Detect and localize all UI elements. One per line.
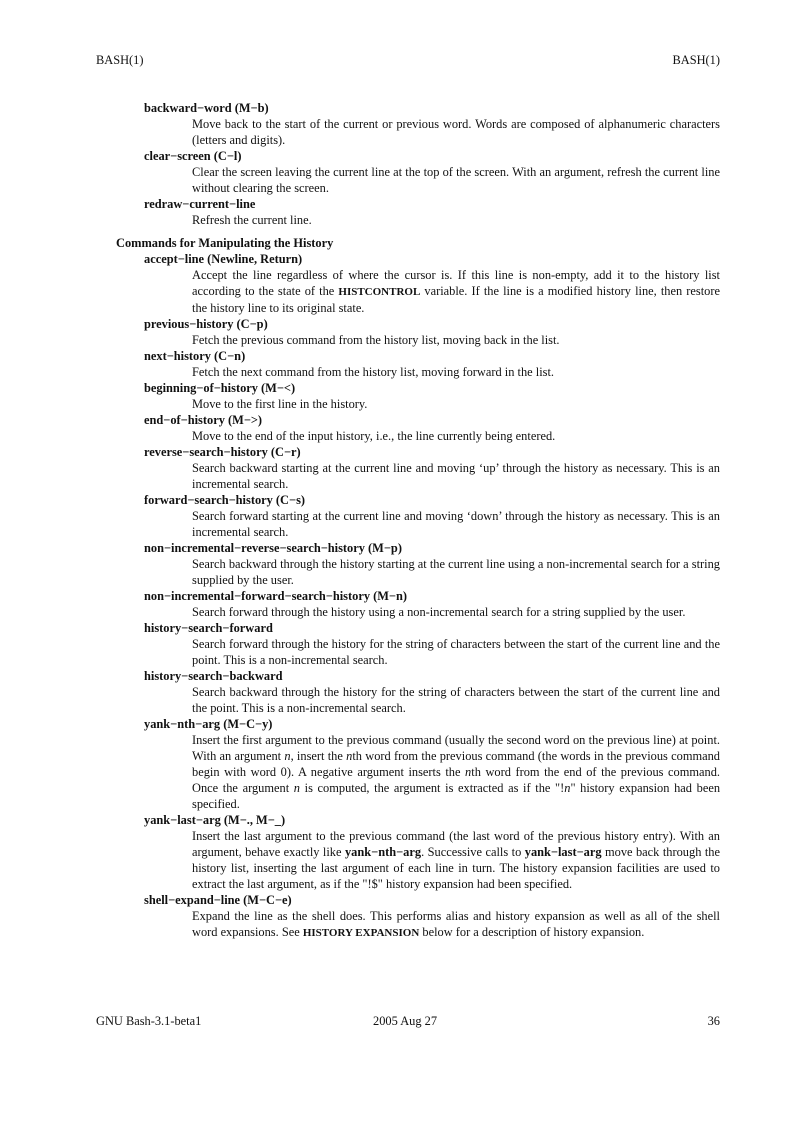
entry-desc	[192, 732, 720, 812]
text-span: move back through the history list, inserting the last argument of each line in turn. The history expansion facilities are used to extract the last argument, as if the "!$" history expansion had been specified.	[192, 845, 720, 891]
entry-beginning-of-history	[96, 380, 720, 412]
italic-n: n	[465, 765, 472, 779]
entry-desc: Move to the end of the input history, i.e., the line currently being entered.	[192, 429, 556, 443]
footer-right: 36	[707, 1014, 720, 1028]
entry-term: backward−word (M−b)	[144, 101, 269, 115]
entry-desc	[192, 267, 720, 316]
text-span: is computed, the argument is extracted as if the "!	[299, 781, 565, 795]
text-span: variable. If the line is a modified history line, then restore the history line to its original state.	[192, 284, 721, 315]
entry-term: non−incremental−forward−search−history (M−n)	[144, 589, 408, 603]
entry-desc: Refresh the current line.	[192, 213, 312, 227]
entry-term: shell−expand−line (M−C−e)	[144, 893, 292, 907]
entry-non-incremental-reverse-search-history	[96, 540, 720, 588]
entry-desc: Search forward starting at the current line and moving ‘down’ through the history as necessary. This is an incremental search.	[192, 509, 720, 539]
footer-center: 2005 Aug 27	[373, 1014, 438, 1028]
entry-desc: Search backward through the history for the string of characters between the start of the current line and the point. This is a non-incremental search.	[192, 685, 720, 715]
entry-shell-expand-line	[96, 892, 720, 941]
entry-next-history	[96, 348, 720, 380]
text-span: " history expansion had been specified.	[192, 781, 721, 811]
entry-history-search-forward	[96, 620, 720, 668]
italic-n: n	[293, 781, 300, 795]
entry-desc: Clear the screen leaving the current line at the top of the screen. With an argument, refresh the current line without clearing the screen.	[192, 165, 720, 195]
entry-term: clear−screen (C−l)	[144, 149, 242, 163]
entry-term: reverse−search−history (C−r)	[144, 445, 301, 459]
entry-desc: Search forward through the history for the string of characters between the start of the current line and the point. This is a non-incremental search.	[192, 637, 720, 667]
entry-clear-screen	[96, 148, 720, 196]
entry-history-search-backward	[96, 668, 720, 716]
italic-n: n	[564, 781, 571, 795]
entry-desc: Fetch the previous command from the history list, moving back in the list.	[192, 333, 560, 347]
entry-term: previous−history (C−p)	[144, 317, 268, 331]
entry-non-incremental-forward-search-history	[96, 588, 720, 620]
entry-term: yank−nth−arg (M−C−y)	[144, 717, 273, 731]
italic-n: n	[346, 749, 353, 763]
entry-desc	[192, 828, 720, 892]
entry-previous-history	[96, 316, 720, 348]
entry-desc: Fetch the next command from the history list, moving forward in the list.	[192, 365, 555, 379]
text-span: , insert the	[290, 749, 347, 763]
text-span: below for a description of history expansion.	[419, 925, 645, 939]
entry-term: redraw−current−line	[144, 197, 256, 211]
entry-desc: Search forward through the history using a non-incremental search for a string supplied by the user.	[192, 605, 686, 619]
entry-yank-last-arg	[96, 812, 720, 892]
entry-term: yank−last−arg (M−., M−_)	[144, 813, 286, 827]
entry-term: accept−line (Newline, Return)	[144, 252, 303, 266]
entry-desc: Search backward starting at the current line and moving ‘up’ through the history as necessary. This is an incremental search.	[192, 461, 720, 491]
page-body	[96, 100, 720, 941]
bold-command: yank−nth−arg	[344, 845, 422, 859]
entry-term: history−search−backward	[144, 669, 283, 683]
entry-forward-search-history	[96, 492, 720, 540]
bold-command: yank−last−arg	[524, 845, 602, 859]
text-span: th word from the end of the previous command. Once the argument	[192, 765, 720, 795]
entry-term: end−of−history (M−>)	[144, 413, 263, 427]
entry-end-of-history	[96, 412, 720, 444]
entry-redraw-current-line	[96, 196, 720, 228]
text-span: th word from the previous command (the words in the previous command begin with word 0). A negative argument inserts the	[192, 749, 721, 779]
text-span: Accept the line regardless of where the cursor is. If this line is non-empty, add it to the history list according to the state of the	[192, 268, 720, 298]
entry-accept-line	[96, 251, 720, 316]
text-span: Insert the first argument to the previous command (usually the second word on the previous line) at point. With an argument	[192, 733, 720, 763]
italic-n: n	[284, 749, 291, 763]
entry-term: beginning−of−history (M−<)	[144, 381, 296, 395]
variable-name: HISTCONTROL	[338, 286, 421, 298]
entry-desc: Search backward through the history starting at the current line using a non-incremental search for a string supplied by the user.	[192, 557, 720, 587]
footer-left: GNU Bash-3.1-beta1	[96, 1014, 202, 1028]
entry-reverse-search-history	[96, 444, 720, 492]
entry-term: next−history (C−n)	[144, 349, 246, 363]
entry-term: history−search−forward	[144, 621, 273, 635]
entry-yank-nth-arg	[96, 716, 720, 812]
text-span: Insert the last argument to the previous command (the last word of the previous history entry). With an argument, behave exactly like	[192, 829, 720, 859]
entry-backward-word	[96, 100, 720, 148]
entry-desc: Move to the first line in the history.	[192, 397, 368, 411]
header-left: BASH(1)	[96, 53, 144, 67]
entry-desc: Move back to the start of the current or previous word. Words are composed of alphanumeric characters (letters and digits).	[192, 117, 720, 147]
header-right: BASH(1)	[672, 53, 720, 67]
entry-term: forward−search−history (C−s)	[144, 493, 306, 507]
entry-desc	[192, 908, 720, 941]
entry-term: non−incremental−reverse−search−history (M−p)	[144, 541, 402, 555]
text-span: Expand the line as the shell does. This performs alias and history expansion as well as all of the shell word expansions. See	[192, 909, 720, 939]
variable-name: HISTORY EXPANSION	[302, 927, 420, 939]
section-title: Commands for Manipulating the History	[116, 236, 334, 250]
text-span: . Successive calls to	[421, 845, 525, 859]
